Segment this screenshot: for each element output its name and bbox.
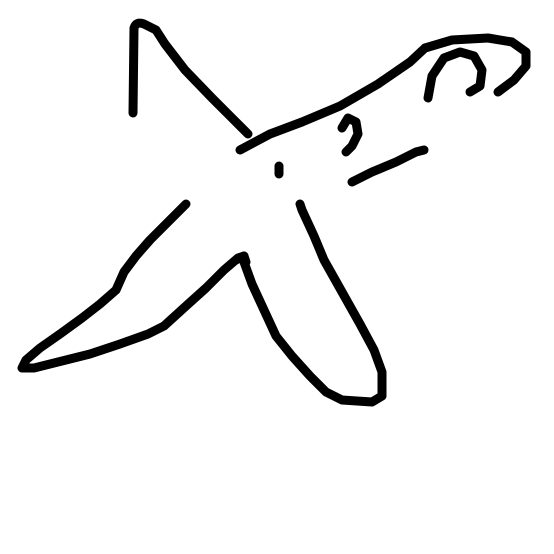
fuselage-bottom-stroke xyxy=(352,150,424,182)
lower-right-wing-stroke xyxy=(244,204,382,402)
fuselage-mark-stroke xyxy=(342,118,358,152)
wing-junction-stroke xyxy=(236,256,246,262)
lower-left-wing-stroke xyxy=(22,204,244,368)
fuselage-top-stroke xyxy=(240,38,526,150)
cockpit-window-stroke xyxy=(428,52,482,98)
upper-wing-stroke xyxy=(133,23,248,134)
